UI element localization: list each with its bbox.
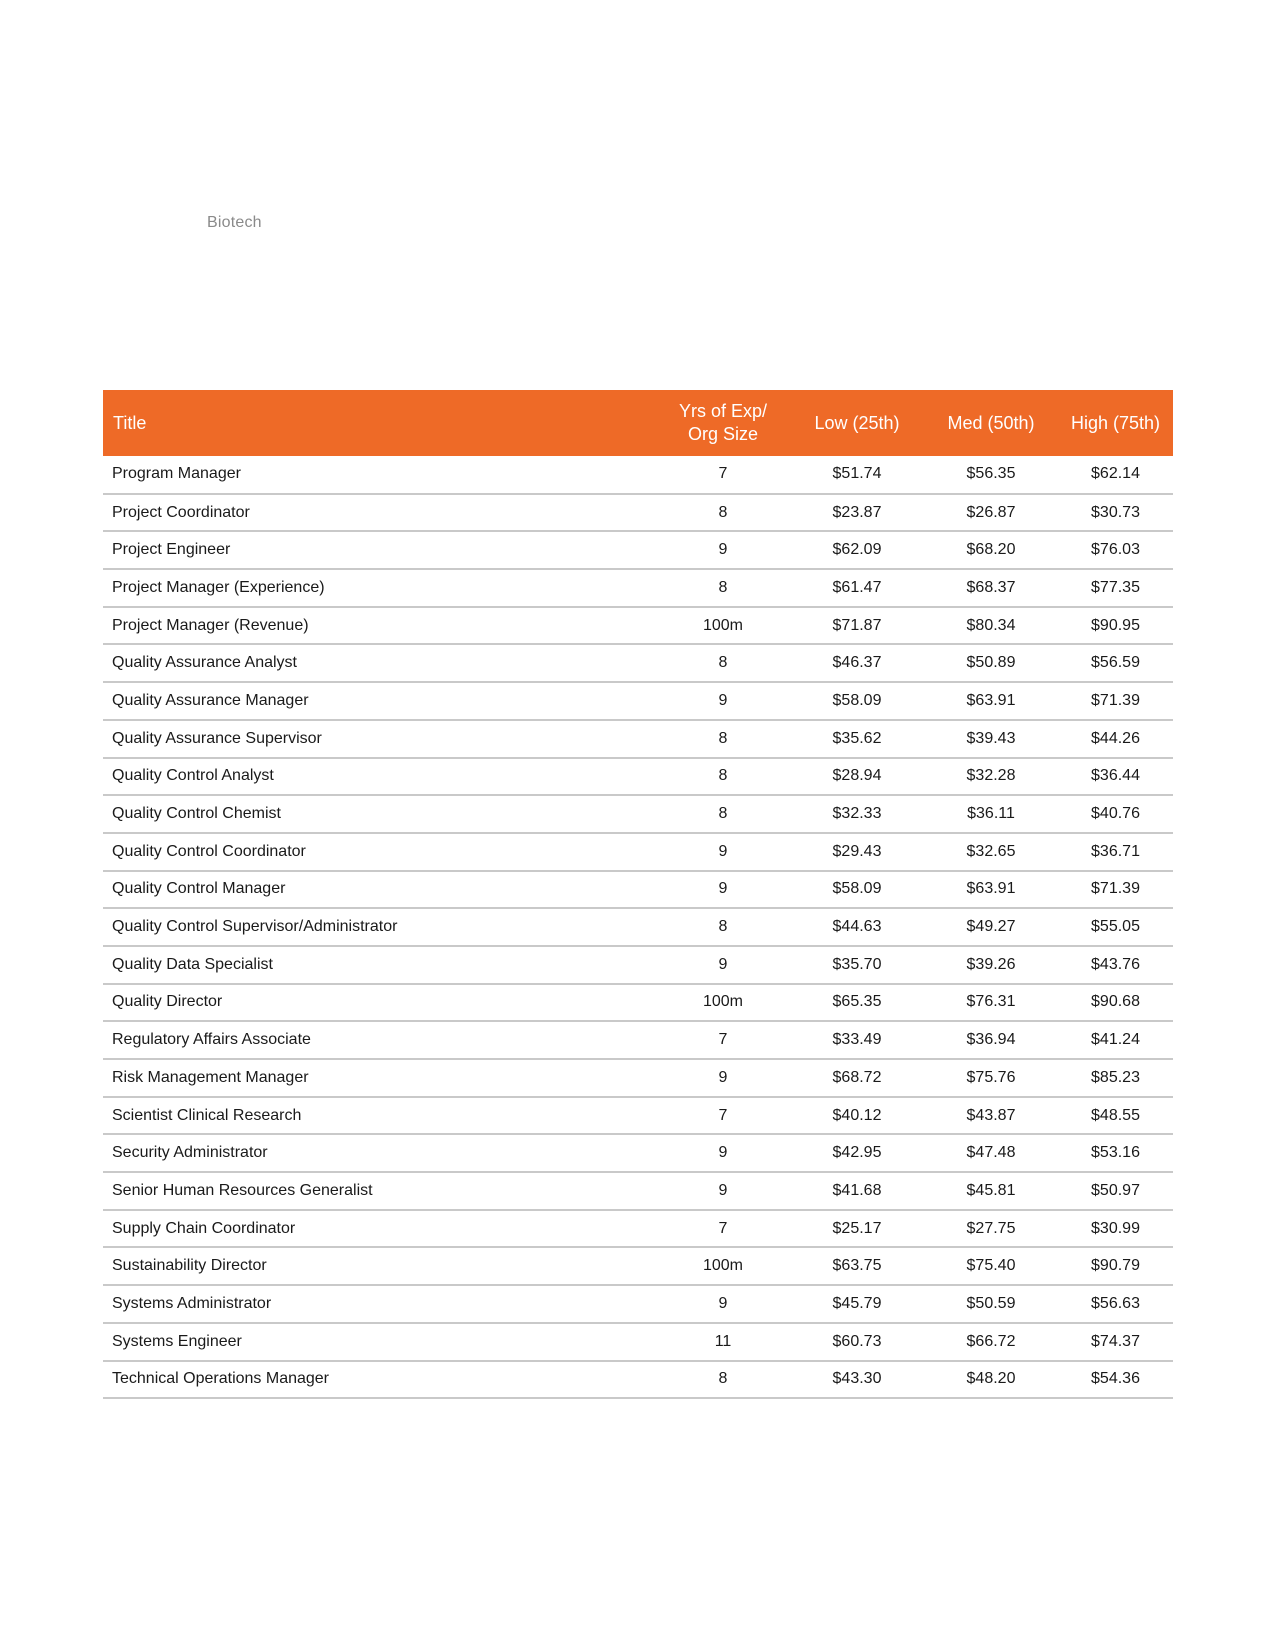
cell-med: $48.20: [924, 1361, 1058, 1399]
cell-exp: 7: [656, 1210, 790, 1248]
cell-high: $30.73: [1058, 494, 1173, 532]
cell-low: $65.35: [790, 984, 924, 1022]
cell-title: Project Coordinator: [103, 494, 656, 532]
table-row: [103, 720, 1173, 758]
header-med: Med (50th): [947, 412, 1035, 433]
cell-med: $75.76: [924, 1059, 1058, 1097]
table-row: [103, 607, 1173, 645]
table-row: [103, 1285, 1173, 1323]
table-row: [103, 871, 1173, 909]
cell-exp: 7: [656, 1021, 790, 1059]
cell-high: $53.16: [1058, 1134, 1173, 1172]
cell-med: $68.20: [924, 531, 1058, 569]
cell-high: $36.44: [1058, 758, 1173, 796]
cell-med: $66.72: [924, 1323, 1058, 1361]
cell-title: Systems Administrator: [103, 1285, 656, 1323]
cell-low: $42.95: [790, 1134, 924, 1172]
cell-exp: 9: [656, 1059, 790, 1097]
cell-title: Project Manager (Experience): [103, 569, 656, 607]
table-row: [103, 908, 1173, 946]
header-row: [103, 390, 1173, 456]
cell-med: $32.65: [924, 833, 1058, 871]
section-label: Biotech: [207, 214, 262, 231]
cell-high: $54.36: [1058, 1361, 1173, 1399]
cell-high: $90.68: [1058, 984, 1173, 1022]
cell-high: $71.39: [1058, 871, 1173, 909]
cell-low: $23.87: [790, 494, 924, 532]
cell-title: Quality Control Analyst: [103, 758, 656, 796]
cell-exp: 100m: [656, 1247, 790, 1285]
table-row: [103, 758, 1173, 796]
cell-title: Project Engineer: [103, 531, 656, 569]
cell-title: Quality Control Supervisor/Administrator: [103, 908, 656, 946]
cell-high: $90.95: [1058, 607, 1173, 645]
cell-high: $50.97: [1058, 1172, 1173, 1210]
table-row: [103, 1021, 1173, 1059]
cell-exp: 7: [656, 456, 790, 494]
cell-high: $77.35: [1058, 569, 1173, 607]
cell-med: $27.75: [924, 1210, 1058, 1248]
cell-high: $43.76: [1058, 946, 1173, 984]
cell-exp: 7: [656, 1097, 790, 1135]
header-exp: [656, 390, 790, 456]
table-row: [103, 833, 1173, 871]
header-exp-line2: Org Size: [687, 424, 759, 444]
header-exp-line1: Yrs of Exp/: [678, 401, 768, 421]
cell-low: $58.09: [790, 682, 924, 720]
cell-exp: 100m: [656, 984, 790, 1022]
header-high: High (75th): [1070, 412, 1161, 433]
cell-low: $46.37: [790, 644, 924, 682]
cell-high: $90.79: [1058, 1247, 1173, 1285]
cell-med: $50.59: [924, 1285, 1058, 1323]
cell-low: $62.09: [790, 531, 924, 569]
cell-high: $41.24: [1058, 1021, 1173, 1059]
cell-exp: 11: [656, 1323, 790, 1361]
cell-title: Quality Assurance Manager: [103, 682, 656, 720]
cell-low: $43.30: [790, 1361, 924, 1399]
cell-low: $25.17: [790, 1210, 924, 1248]
table-row: [103, 795, 1173, 833]
cell-title: Project Manager (Revenue): [103, 607, 656, 645]
cell-med: $76.31: [924, 984, 1058, 1022]
table-body: [103, 456, 1173, 1398]
cell-med: $45.81: [924, 1172, 1058, 1210]
cell-med: $68.37: [924, 569, 1058, 607]
table-row: [103, 569, 1173, 607]
cell-high: $62.14: [1058, 456, 1173, 494]
cell-title: Quality Assurance Analyst: [103, 644, 656, 682]
cell-low: $44.63: [790, 908, 924, 946]
table-row: [103, 682, 1173, 720]
cell-high: $36.71: [1058, 833, 1173, 871]
cell-title: Quality Assurance Supervisor: [103, 720, 656, 758]
cell-title: Quality Director: [103, 984, 656, 1022]
cell-high: $74.37: [1058, 1323, 1173, 1361]
cell-title: Risk Management Manager: [103, 1059, 656, 1097]
cell-high: $44.26: [1058, 720, 1173, 758]
cell-low: $68.72: [790, 1059, 924, 1097]
cell-med: $63.91: [924, 871, 1058, 909]
cell-high: $48.55: [1058, 1097, 1173, 1135]
cell-title: Scientist Clinical Research: [103, 1097, 656, 1135]
cell-med: $39.43: [924, 720, 1058, 758]
cell-high: $30.99: [1058, 1210, 1173, 1248]
table-row: [103, 1361, 1173, 1399]
cell-exp: 9: [656, 682, 790, 720]
table-row: [103, 1210, 1173, 1248]
cell-low: $33.49: [790, 1021, 924, 1059]
cell-low: $71.87: [790, 607, 924, 645]
cell-low: $28.94: [790, 758, 924, 796]
cell-title: Supply Chain Coordinator: [103, 1210, 656, 1248]
cell-title: Quality Control Coordinator: [103, 833, 656, 871]
cell-high: $76.03: [1058, 531, 1173, 569]
cell-exp: 9: [656, 1172, 790, 1210]
header-title: Title: [113, 412, 147, 433]
cell-exp: 8: [656, 644, 790, 682]
cell-exp: 100m: [656, 607, 790, 645]
cell-high: $85.23: [1058, 1059, 1173, 1097]
cell-high: $55.05: [1058, 908, 1173, 946]
cell-title: Systems Engineer: [103, 1323, 656, 1361]
cell-title: Senior Human Resources Generalist: [103, 1172, 656, 1210]
cell-exp: 8: [656, 720, 790, 758]
cell-low: $29.43: [790, 833, 924, 871]
cell-med: $36.11: [924, 795, 1058, 833]
cell-exp: 9: [656, 833, 790, 871]
cell-med: $80.34: [924, 607, 1058, 645]
cell-low: $41.68: [790, 1172, 924, 1210]
cell-low: $35.62: [790, 720, 924, 758]
cell-title: Sustainability Director: [103, 1247, 656, 1285]
cell-low: $51.74: [790, 456, 924, 494]
cell-med: $50.89: [924, 644, 1058, 682]
cell-high: $71.39: [1058, 682, 1173, 720]
cell-low: $60.73: [790, 1323, 924, 1361]
cell-low: $63.75: [790, 1247, 924, 1285]
table-row: [103, 1134, 1173, 1172]
cell-exp: 9: [656, 1134, 790, 1172]
cell-exp: 8: [656, 908, 790, 946]
table-row: [103, 1059, 1173, 1097]
header-low: Low (25th): [814, 412, 900, 433]
cell-low: $35.70: [790, 946, 924, 984]
cell-med: $56.35: [924, 456, 1058, 494]
table-row: [103, 946, 1173, 984]
cell-exp: 8: [656, 494, 790, 532]
cell-exp: 8: [656, 795, 790, 833]
cell-med: $47.48: [924, 1134, 1058, 1172]
cell-low: $40.12: [790, 1097, 924, 1135]
cell-exp: 9: [656, 946, 790, 984]
cell-title: Regulatory Affairs Associate: [103, 1021, 656, 1059]
cell-title: Quality Data Specialist: [103, 946, 656, 984]
cell-med: $36.94: [924, 1021, 1058, 1059]
cell-high: $40.76: [1058, 795, 1173, 833]
cell-med: $63.91: [924, 682, 1058, 720]
cell-exp: 8: [656, 1361, 790, 1399]
cell-exp: 9: [656, 871, 790, 909]
table-row: [103, 644, 1173, 682]
table-row: [103, 1097, 1173, 1135]
table-row: [103, 1247, 1173, 1285]
table-row: [103, 984, 1173, 1022]
salary-table: [103, 390, 1173, 1399]
table-row: [103, 1323, 1173, 1361]
cell-med: $26.87: [924, 494, 1058, 532]
cell-med: $43.87: [924, 1097, 1058, 1135]
cell-med: $49.27: [924, 908, 1058, 946]
cell-med: $39.26: [924, 946, 1058, 984]
table-row: [103, 494, 1173, 532]
cell-high: $56.59: [1058, 644, 1173, 682]
table-row: [103, 456, 1173, 494]
cell-exp: 8: [656, 569, 790, 607]
cell-exp: 9: [656, 531, 790, 569]
cell-title: Program Manager: [103, 456, 656, 494]
cell-low: $61.47: [790, 569, 924, 607]
cell-title: Technical Operations Manager: [103, 1361, 656, 1399]
cell-title: Quality Control Manager: [103, 871, 656, 909]
cell-exp: 8: [656, 758, 790, 796]
cell-exp: 9: [656, 1285, 790, 1323]
cell-title: Quality Control Chemist: [103, 795, 656, 833]
table-row: [103, 531, 1173, 569]
table-row: [103, 1172, 1173, 1210]
cell-med: $32.28: [924, 758, 1058, 796]
cell-med: $75.40: [924, 1247, 1058, 1285]
cell-low: $32.33: [790, 795, 924, 833]
table-header: [103, 390, 1173, 456]
cell-title: Security Administrator: [103, 1134, 656, 1172]
cell-high: $56.63: [1058, 1285, 1173, 1323]
cell-low: $58.09: [790, 871, 924, 909]
cell-low: $45.79: [790, 1285, 924, 1323]
